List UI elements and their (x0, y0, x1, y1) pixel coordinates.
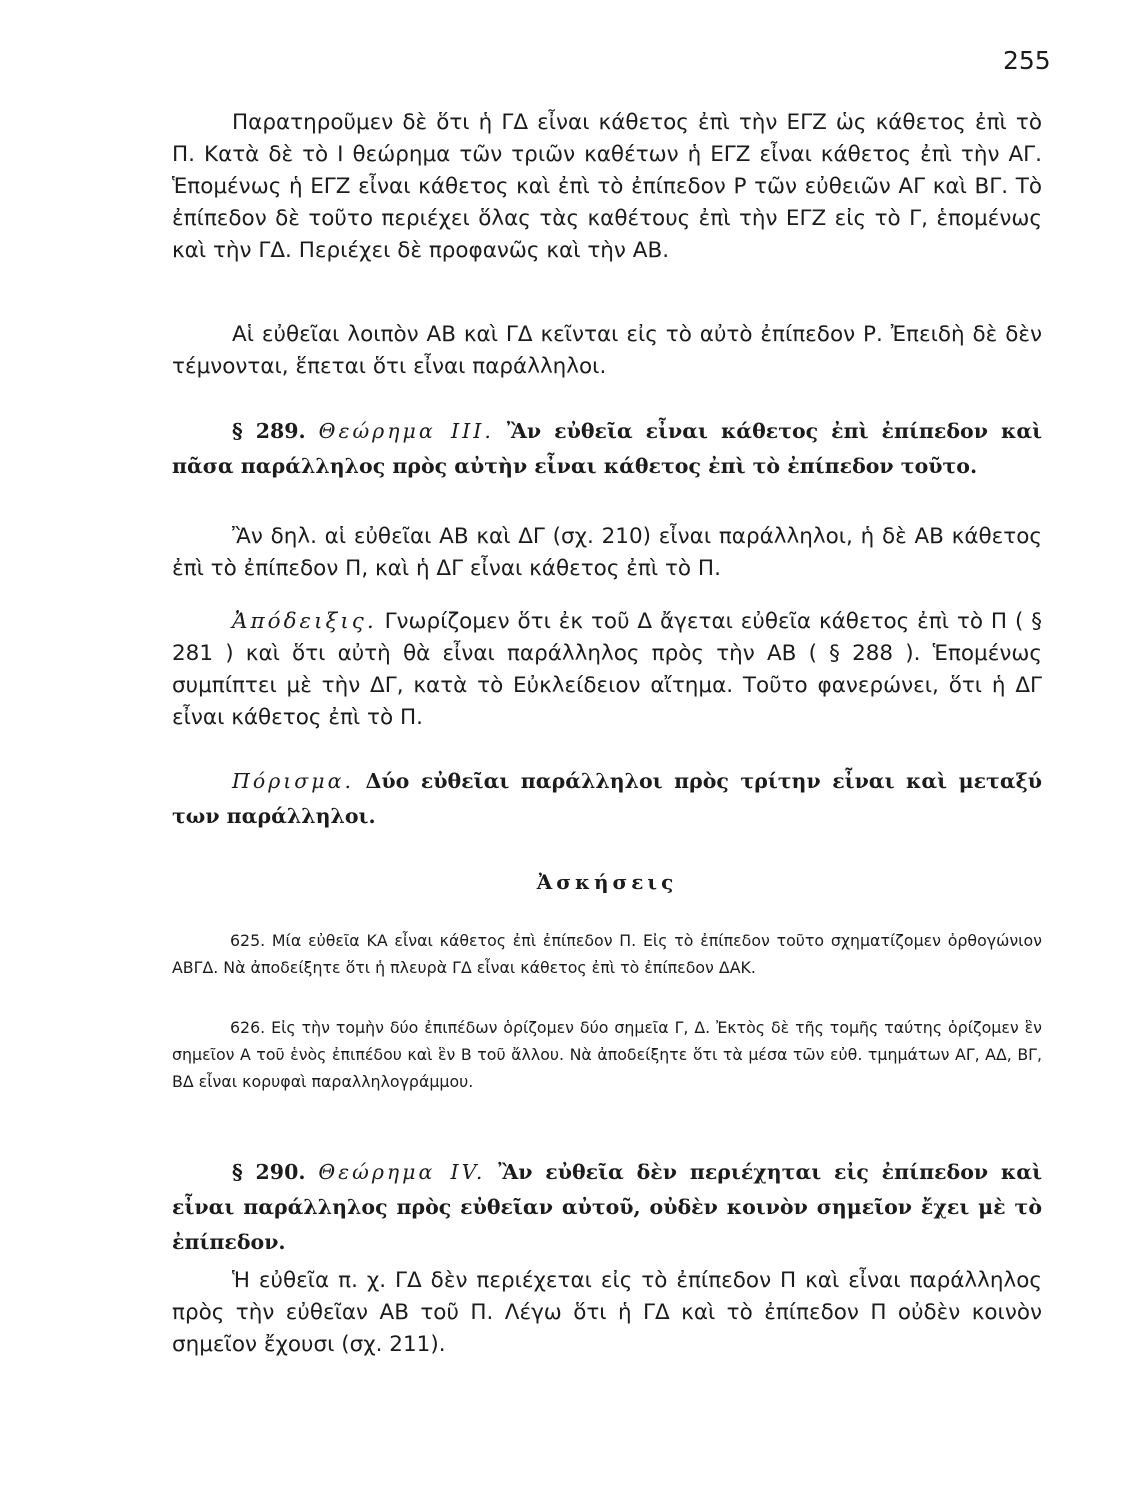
theorem-289 (172, 414, 1042, 484)
theorem-289-number: § 289. (232, 419, 306, 443)
theorem-290 (172, 1155, 1042, 1260)
theorem-289-statement: Ἂν εὐθεῖα εἶναι κάθετος ἐπὶ ἐπίπεδον καὶ πᾶσα παράλληλος πρὸς αὐτὴν εἶναι κάθετος ἐπὶ τὸ ἐπίπεδον τοῦτο. (172, 419, 1043, 478)
paragraph-conclusion: Αἱ εὐθεῖαι λοιπὸν ΑΒ καὶ ΓΔ κεῖνται εἰς τὸ αὐτὸ ἐπίπεδον Ρ. Ἐπειδὴ δὲ δὲν τέμνονται, ἕπεται ὅτι εἶναι παράλληλοι. (172, 322, 1042, 379)
exercise-625: 625. Μία εὐθεῖα ΚΑ εἶναι κάθετος ἐπὶ ἐπίπεδον Π. Εἰς τὸ ἐπίπεδον τοῦτο σχηματίζομεν ὀρθογώνιον ΑΒΓΔ. Νὰ ἀποδείξητε ὅτι ἡ πλευρὰ ΓΔ εἶναι κάθετος ἐπὶ τὸ ἐπίπεδον ΔΑΚ. (172, 931, 1042, 977)
theorem-289-label: Θεώρημα ΙΙΙ. (318, 419, 494, 443)
corollary-label: Πόρισμα. (232, 769, 354, 793)
paragraph-example-211: Ἡ εὐθεῖα π. χ. ΓΔ δὲν περιέχεται εἰς τὸ ἐπίπεδον Π καὶ εἶναι παράλληλος πρὸς τὴν εὐθεῖαν ΑΒ τοῦ Π. Λέγω ὅτι ἡ ΓΔ καὶ τὸ ἐπίπεδον Π οὐδὲν κοινὸν σημεῖον ἔχουσι (σχ. 211). (172, 1268, 1042, 1357)
proof-label: Ἀπόδειξις. (232, 609, 377, 634)
corollary-text: Δύο εὐθεῖαι παράλληλοι πρὸς τρίτην εἶναι καὶ μεταξύ των παράλληλοι. (172, 769, 1042, 828)
exercises-heading: Ἀσκήσεις (536, 870, 678, 894)
proof-paragraph (172, 606, 1042, 734)
theorem-290-statement: Ἂν εὐθεῖα δὲν περιέχηται εἰς ἐπίπεδον καὶ εἶναι παράλληλος πρὸς εὐθεῖαν αὐτοῦ, οὐδὲν κοινὸν σημεῖον ἔχει μὲ τὸ ἐπίπεδον. (172, 1160, 1042, 1254)
paragraph-example-210: Ἂν δηλ. αἱ εὐθεῖαι ΑΒ καὶ ΔΓ (σχ. 210) εἶναι παράλληλοι, ἡ δὲ ΑΒ κάθετος ἐπὶ τὸ ἐπίπεδον Π, καὶ ἡ ΔΓ εἶναι κάθετος ἐπὶ τὸ Π. (172, 524, 1042, 581)
theorem-290-label: Θεώρημα ΙV. (318, 1160, 486, 1184)
corollary (172, 764, 1042, 834)
page-number: 255 (1003, 46, 1051, 75)
exercise-626: 626. Εἰς τὴν τομὴν δύο ἐπιπέδων ὁρίζομεν δύο σημεῖα Γ, Δ. Ἐκτὸς δὲ τῆς τομῆς ταύτης ὁρίζομεν ἓν σημεῖον Α τοῦ ἑνὸς ἐπιπέδου καὶ ἓν Β τοῦ ἄλλου. Νὰ ἀποδείξητε ὅτι τὰ μέσα τῶν εὐθ. τμημάτων ΑΓ, ΑΔ, ΒΓ, ΒΔ εἶναι κορυφαὶ παραλληλογράμμου. (172, 1018, 1042, 1091)
proof-text: Γνωρίζομεν ὅτι ἐκ τοῦ Δ ἄγεται εὐθεῖα κάθετος ἐπὶ τὸ Π ( § 281 ) καὶ ὅτι αὐτὴ θὰ εἶναι παράλληλος πρὸς τὴν ΑΒ ( § 288 ). Ἑπομένως συμπίπτει μὲ τὴν ΔΓ, κατὰ τὸ Εὐκλείδειον αἴτημα. Τοῦτο φανερώνει, ὅτι ἡ ΔΓ εἶναι κάθετος ἐπὶ τὸ Π. (172, 609, 1042, 730)
paragraph-proof-continuation: Παρατηροῦμεν δὲ ὅτι ἡ ΓΔ εἶναι κάθετος ἐπὶ τὴν ΕΓΖ ὡς κάθετος ἐπὶ τὸ Π. Κατὰ δὲ τὸ Ι θεώρημα τῶν τριῶν καθέτων ἡ ΕΓΖ εἶναι κάθετος ἐπὶ τὴν ΑΓ. Ἑπομένως ἡ ΕΓΖ εἶναι κάθετος καὶ ἐπὶ τὸ ἐπίπεδον Ρ τῶν εὐθειῶν ΑΓ καὶ ΒΓ. Τὸ ἐπίπεδον δὲ τοῦτο περιέχει ὅλας τὰς καθέτους ἐπὶ τὴν ΕΓΖ εἰς τὸ Γ, ἑπομένως καὶ τὴν ΓΔ. Περιέχει δὲ προφανῶς καὶ τὴν ΑΒ. (172, 110, 1042, 263)
theorem-290-number: § 290. (232, 1160, 306, 1184)
